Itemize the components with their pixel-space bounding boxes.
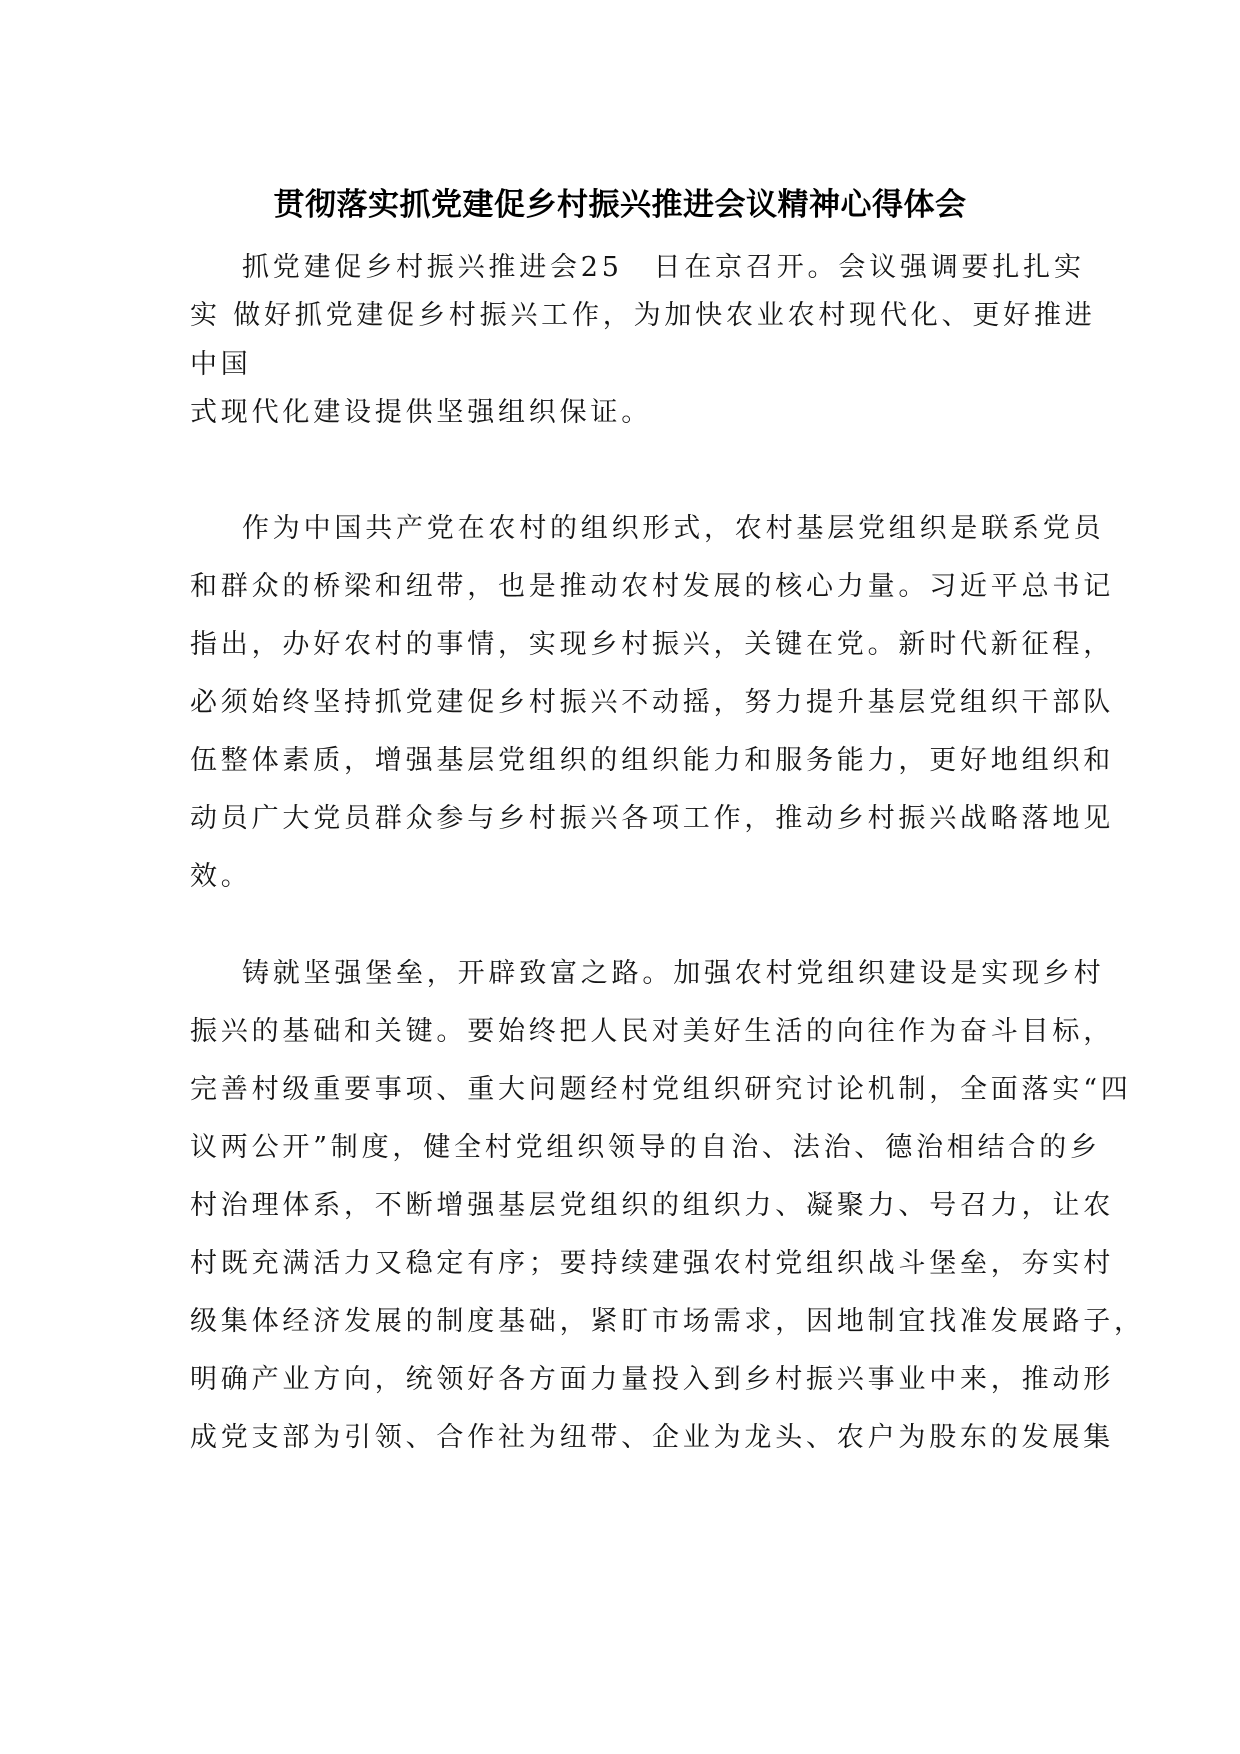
paragraph-3-line-8: 明确产业方向，统领好各方面力量投入到乡村振兴事业中来，推动形 [190,1364,1114,1395]
paragraph-3-line-6: 村既充满活力又稳定有序；要持续建强农村党组织战斗堡垒，夯实村 [190,1248,1114,1279]
paragraph-1-line-1: 抓党建促乡村振兴推进会25 日在京召开。会议强调要扎扎实 [242,252,1085,283]
paragraph-3-line-9: 成党支部为引领、合作社为纽带、企业为龙头、农户为股东的发展集 [190,1422,1114,1453]
paragraph-2-line-7: 效。 [190,861,252,892]
paragraph-2-line-5: 伍整体素质，增强基层党组织的组织能力和服务能力，更好地组织和 [190,745,1114,776]
paragraph-3-line-4: 议两公开”制度，健全村党组织领导的自治、法治、德治相结合的乡 [190,1132,1101,1163]
paragraph-2-line-3: 指出，办好农村的事情，实现乡村振兴，关键在党。新时代新征程， [190,629,1114,660]
paragraph-2-line-1: 作为中国共产党在农村的组织形式，农村基层党组织是联系党员 [242,513,1105,544]
paragraph-1-line-2: 实 做好抓党建促乡村振兴工作，为加快农业农村现代化、更好推进 [190,300,1096,331]
paragraph-3-line-2: 振兴的基础和关键。要始终把人民对美好生活的向往作为奋斗目标， [190,1016,1114,1047]
document-title: 贯彻落实抓党建促乡村振兴推进会议精神心得体会 [273,187,967,223]
paragraph-3-line-5: 村治理体系，不断增强基层党组织的组织力、凝聚力、号召力，让农 [190,1190,1114,1221]
paragraph-2-line-4: 必须始终坚持抓党建促乡村振兴不动摇，努力提升基层党组织干部队 [190,687,1114,718]
paragraph-2-line-6: 动员广大党员群众参与乡村振兴各项工作，推动乡村振兴战略落地见 [190,803,1114,834]
paragraph-2-line-2: 和群众的桥梁和纽带，也是推动农村发展的核心力量。习近平总书记 [190,571,1114,602]
paragraph-3-line-1: 铸就坚强堡垒，开辟致富之路。加强农村党组织建设是实现乡村 [242,958,1105,989]
paragraph-3-line-3: 完善村级重要事项、重大问题经村党组织研究讨论机制，全面落实“四 [190,1074,1132,1105]
paragraph-1-line-4: 式现代化建设提供坚强组织保证。 [190,397,652,428]
paragraph-1-line-3: 中国 [190,349,252,380]
paragraph-3-line-7: 级集体经济发展的制度基础，紧盯市场需求，因地制宜找准发展路子， [190,1306,1145,1337]
